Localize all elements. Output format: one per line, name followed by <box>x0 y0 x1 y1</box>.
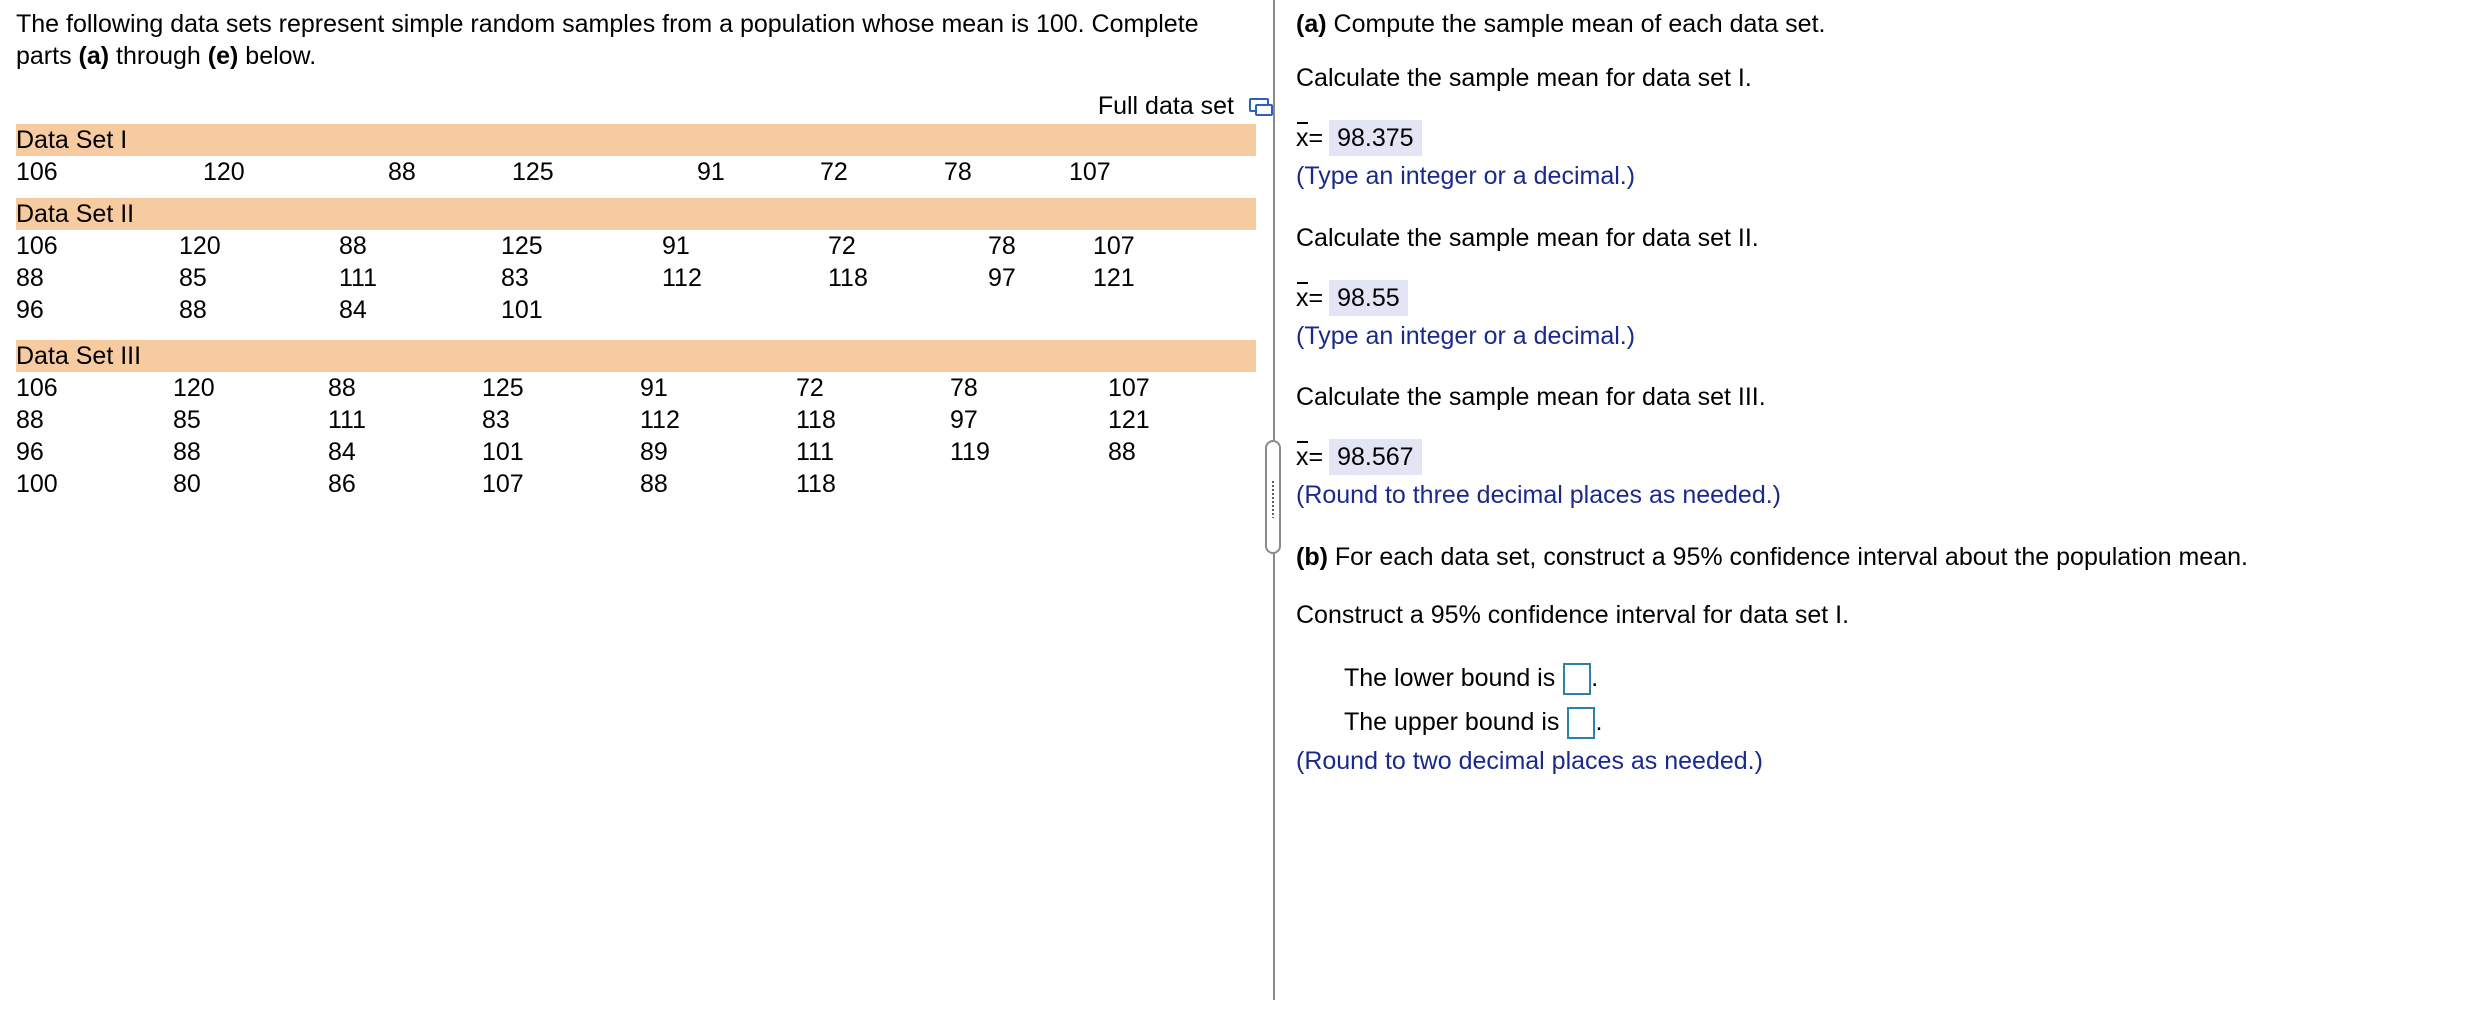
data-value: 111 <box>339 264 378 292</box>
data-value: 91 <box>662 232 690 260</box>
xbar-symbol: x <box>1296 284 1309 312</box>
data-value: 84 <box>328 438 356 466</box>
data-set-iii-row <box>16 468 1256 500</box>
data-value: 106 <box>16 374 58 402</box>
intro-part-e: (e) <box>207 42 239 70</box>
data-value: 106 <box>16 158 58 186</box>
data-value: 88 <box>1108 438 1136 466</box>
period: . <box>1595 708 1603 736</box>
data-value: 78 <box>950 374 978 402</box>
data-set-iii-row <box>16 372 1256 404</box>
mean-answer-ii[interactable]: 98.55 <box>1329 280 1408 316</box>
grip-dots-icon[interactable] <box>1272 480 1274 518</box>
data-value: 84 <box>339 296 367 324</box>
data-value: 118 <box>796 470 836 498</box>
data-value: 96 <box>16 296 44 324</box>
data-value: 121 <box>1093 264 1135 292</box>
data-value: 100 <box>16 470 58 498</box>
data-value: 118 <box>828 264 868 292</box>
equals-sign: = <box>1308 443 1324 471</box>
data-value: 78 <box>944 158 972 186</box>
hint-i: (Type an integer or a decimal.) <box>1296 162 1636 190</box>
xbar-symbol: x <box>1296 124 1309 152</box>
data-value: 91 <box>640 374 668 402</box>
data-value: 120 <box>179 232 221 260</box>
data-value: 120 <box>173 374 215 402</box>
construct-prompt-i: Construct a 95% confidence interval for data set I. <box>1296 601 1850 629</box>
period: . <box>1591 664 1599 692</box>
data-set-ii-row <box>16 262 1256 294</box>
lower-bound-input[interactable] <box>1563 663 1591 695</box>
data-value: 112 <box>640 406 680 434</box>
data-value: 119 <box>950 438 990 466</box>
intro-text-2: through <box>109 42 208 70</box>
data-value: 72 <box>820 158 848 186</box>
lower-bound-label: The lower bound is <box>1344 664 1556 692</box>
mean-line-iii <box>1296 439 1422 475</box>
data-set-iii-header: Data Set III <box>16 340 1256 372</box>
data-value: 88 <box>16 406 44 434</box>
data-value: 72 <box>828 232 856 260</box>
intro-part-a: (a) <box>78 42 110 70</box>
data-value: 97 <box>988 264 1016 292</box>
data-value: 86 <box>328 470 356 498</box>
data-value: 88 <box>16 264 44 292</box>
data-value: 89 <box>640 438 668 466</box>
equals-sign: = <box>1308 284 1324 312</box>
upper-bound-line <box>1344 706 1602 739</box>
part-b-text: For each data set, construct a 95% confidence interval about the population mean. <box>1327 543 2248 571</box>
data-value: 120 <box>203 158 245 186</box>
data-value: 125 <box>501 232 543 260</box>
hint-b: (Round to two decimal places as needed.) <box>1296 747 1763 775</box>
data-value: 83 <box>501 264 529 292</box>
data-value: 80 <box>173 470 201 498</box>
hint-ii: (Type an integer or a decimal.) <box>1296 322 1636 350</box>
data-value: 111 <box>796 438 835 466</box>
data-set-iii-row <box>16 436 1256 468</box>
equals-sign: = <box>1308 124 1324 152</box>
upper-bound-input[interactable] <box>1567 707 1595 739</box>
data-value: 88 <box>388 158 416 186</box>
data-value: 118 <box>796 406 836 434</box>
data-value: 101 <box>501 296 543 324</box>
upper-bound-label: The upper bound is <box>1344 708 1560 736</box>
hint-iii: (Round to three decimal places as needed.) <box>1296 481 1782 509</box>
mean-answer-i[interactable]: 98.375 <box>1329 120 1421 156</box>
data-set-iii-row <box>16 404 1256 436</box>
data-value: 106 <box>16 232 58 260</box>
data-value: 112 <box>662 264 702 292</box>
data-value: 107 <box>482 470 524 498</box>
data-value: 107 <box>1108 374 1150 402</box>
data-value: 107 <box>1093 232 1135 260</box>
data-value: 88 <box>328 374 356 402</box>
data-value: 88 <box>640 470 668 498</box>
data-set-window-icon[interactable] <box>1248 96 1272 116</box>
right-pane <box>1282 0 2480 1018</box>
part-b-label: (b) <box>1296 543 1328 571</box>
mean-line-ii <box>1296 280 1408 316</box>
data-value: 111 <box>328 406 367 434</box>
full-data-set-label[interactable]: Full data set <box>1097 92 1234 120</box>
data-value: 72 <box>796 374 824 402</box>
data-set-ii-header: Data Set II <box>16 198 1256 230</box>
data-set-i-row <box>16 156 1256 188</box>
xbar-symbol: x <box>1296 443 1309 471</box>
data-value: 85 <box>179 264 207 292</box>
calc-prompt-ii: Calculate the sample mean for data set II. <box>1296 224 1759 252</box>
data-value: 125 <box>512 158 554 186</box>
data-value: 125 <box>482 374 524 402</box>
data-value: 96 <box>16 438 44 466</box>
data-set-i-header: Data Set I <box>16 124 1256 156</box>
data-value: 83 <box>482 406 510 434</box>
data-value: 97 <box>950 406 978 434</box>
data-value: 88 <box>339 232 367 260</box>
data-value: 88 <box>179 296 207 324</box>
intro-text: The following data sets represent simple random samples from a population whose mean is 100. Complete parts <box>16 10 1199 70</box>
full-data-set-link[interactable] <box>1072 91 1272 121</box>
data-value: 85 <box>173 406 201 434</box>
part-a-text: Compute the sample mean of each data set. <box>1326 10 1826 38</box>
data-value: 78 <box>988 232 1016 260</box>
calc-prompt-i: Calculate the sample mean for data set I. <box>1296 64 1752 92</box>
part-a-label: (a) <box>1296 10 1327 38</box>
instructions <box>16 8 1256 72</box>
mean-line-i <box>1296 120 1422 156</box>
part-a-heading <box>1296 8 1825 40</box>
intro-text-3: below. <box>238 42 317 70</box>
data-value: 107 <box>1069 158 1111 186</box>
data-set-ii-row <box>16 230 1256 262</box>
data-value: 88 <box>173 438 201 466</box>
lower-bound-line <box>1344 662 1598 695</box>
mean-answer-iii[interactable]: 98.567 <box>1329 439 1421 475</box>
data-value: 121 <box>1108 406 1150 434</box>
data-value: 91 <box>697 158 725 186</box>
part-b-heading <box>1296 541 2248 573</box>
pane-resize-handle[interactable] <box>1265 440 1281 554</box>
calc-prompt-iii: Calculate the sample mean for data set III. <box>1296 383 1766 411</box>
data-set-ii-row <box>16 294 1256 326</box>
data-value: 101 <box>482 438 524 466</box>
